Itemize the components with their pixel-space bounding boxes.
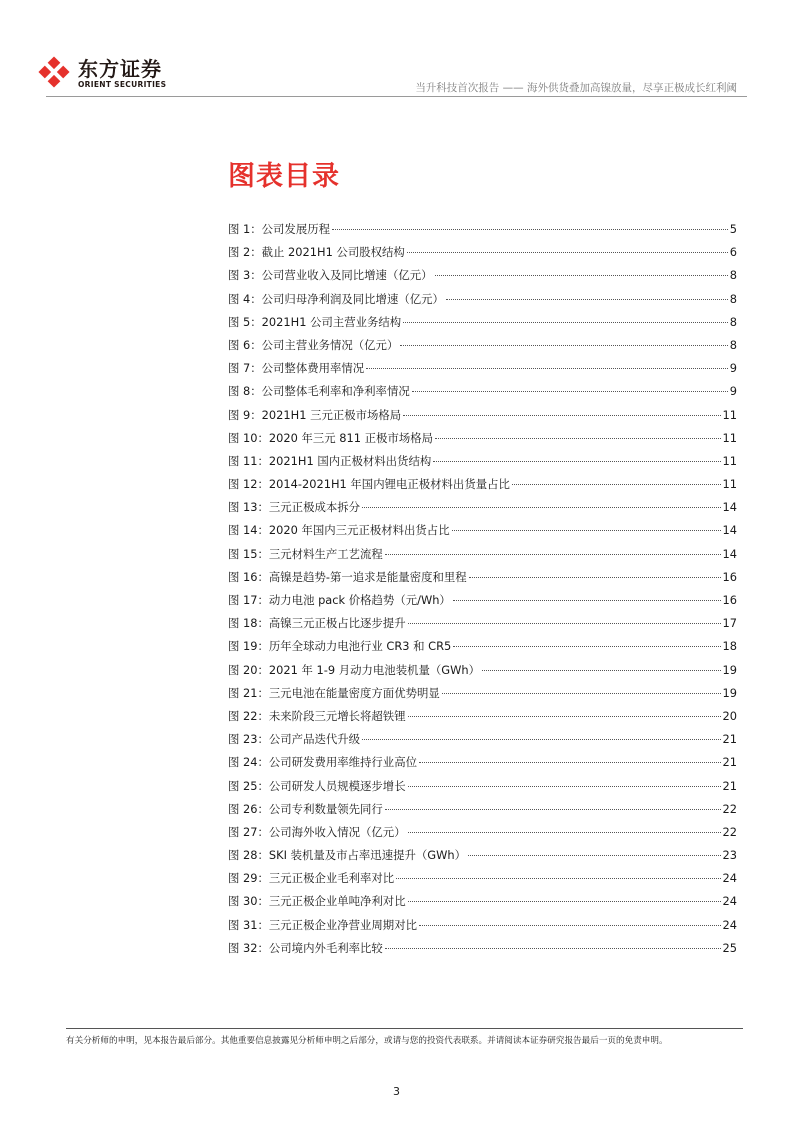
logo-chinese-name: 东方证券 — [78, 57, 162, 81]
toc-entry-page: 21 — [722, 778, 737, 793]
toc-entry-label: 图 9：2021H1 三元正极市场格局 — [228, 407, 402, 422]
toc-entry[interactable] — [228, 221, 737, 244]
toc-entry-page: 24 — [722, 871, 737, 886]
toc-entry[interactable] — [228, 778, 737, 801]
toc-dot-leader — [435, 275, 728, 276]
toc-dot-leader — [408, 901, 721, 902]
toc-entry[interactable] — [228, 522, 737, 545]
toc-entry-label: 图 32：公司境内外毛利率比较 — [228, 940, 383, 955]
toc-dot-leader — [482, 670, 721, 671]
toc-entry-page: 22 — [722, 801, 737, 816]
toc-entry-label: 图 20：2021 年 1-9 月动力电池装机量（GWh） — [228, 662, 480, 677]
toc-dot-leader — [408, 832, 721, 833]
toc-entry-label: 图 11：2021H1 国内正极材料出货结构 — [228, 453, 432, 468]
toc-dot-leader — [332, 229, 728, 230]
toc-entry[interactable] — [228, 685, 737, 708]
toc-entry-label: 图 3：公司营业收入及同比增速（亿元） — [228, 268, 433, 283]
toc-entry-page: 9 — [729, 384, 737, 399]
toc-entry[interactable] — [228, 430, 737, 453]
toc-entry-label: 图 24：公司研发费用率维持行业高位 — [228, 755, 417, 770]
toc-entry-page: 22 — [722, 824, 737, 839]
toc-dot-leader — [419, 925, 721, 926]
toc-dot-leader — [362, 507, 720, 508]
toc-dot-leader — [412, 391, 728, 392]
toc-dot-leader — [403, 415, 720, 416]
toc-entry[interactable] — [228, 546, 737, 569]
toc-entry[interactable] — [228, 847, 737, 870]
toc-dot-leader — [469, 577, 721, 578]
toc-entry-label: 图 22：未来阶段三元增长将超铁锂 — [228, 708, 406, 723]
toc-entry-page: 19 — [722, 662, 737, 677]
toc-entry-page: 17 — [722, 616, 737, 631]
toc-entry-page: 9 — [729, 361, 737, 376]
toc-entry[interactable] — [228, 569, 737, 592]
footer-disclaimer: 有关分析师的申明，见本报告最后部分。其他重要信息披露见分析师申明之后部分，或请与您的投资代表联系。并请阅读本证券研究报告最后一页的免责申明。 — [66, 1036, 668, 1046]
toc-entry[interactable] — [228, 917, 737, 940]
toc-entry[interactable] — [228, 360, 737, 383]
toc-entry[interactable] — [228, 824, 737, 847]
toc-dot-leader — [407, 252, 728, 253]
toc-dot-leader — [400, 345, 727, 346]
toc-entry[interactable] — [228, 662, 737, 685]
toc-entry-label: 图 5：2021H1 公司主营业务结构 — [228, 314, 402, 329]
toc-dot-leader — [366, 368, 728, 369]
toc-entry[interactable] — [228, 499, 737, 522]
toc-entry[interactable] — [228, 453, 737, 476]
page-title: 图表目录 — [228, 161, 340, 192]
toc-dot-leader — [362, 739, 720, 740]
logo-english-name: ORIENT SECURITIES — [78, 80, 167, 89]
toc-entry-page: 25 — [722, 940, 737, 955]
logo-mark-icon — [36, 54, 72, 90]
toc-entry[interactable] — [228, 383, 737, 406]
toc-entry-label: 图 2：截止 2021H1 公司股权结构 — [228, 245, 405, 260]
toc-entry[interactable] — [228, 754, 737, 777]
toc-entry-page: 14 — [722, 546, 737, 561]
toc-entry-label: 图 25：公司研发人员规模逐步增长 — [228, 778, 406, 793]
toc-entry-label: 图 30：三元正极企业单吨净利对比 — [228, 894, 406, 909]
toc-entry-page: 18 — [722, 639, 737, 654]
toc-entry-label: 图 17：动力电池 pack 价格趋势（元/Wh） — [228, 593, 451, 607]
toc-entry-page: 5 — [729, 222, 737, 236]
toc-entry-page: 8 — [729, 291, 737, 306]
toc-entry-page: 11 — [722, 477, 737, 492]
toc-entry-label: 图 10：2020 年三元 811 正极市场格局 — [228, 430, 434, 445]
toc-entry[interactable] — [228, 337, 737, 360]
toc-entry-page: 23 — [722, 848, 737, 863]
toc-entry-label: 图 4：公司归母净利润及同比增速（亿元） — [228, 291, 444, 306]
toc-dot-leader — [408, 716, 721, 717]
toc-entry-label: 图 31：三元正极企业净营业周期对比 — [228, 917, 417, 932]
toc-entry-page: 8 — [729, 337, 737, 352]
toc-entry-label: 图 28：SKI 装机量及市占率迅速提升（GWh） — [228, 848, 466, 863]
toc-dot-leader — [385, 948, 721, 949]
toc-entry-label: 图 15：三元材料生产工艺流程 — [228, 546, 383, 561]
toc-dot-leader — [453, 600, 721, 601]
toc-entry-page: 24 — [722, 917, 737, 932]
toc-entry-page: 8 — [729, 268, 737, 283]
toc-entry-label: 图 16：高镍是趋势-第一追求是能量密度和里程 — [228, 569, 467, 584]
toc-dot-leader — [468, 855, 721, 856]
toc-entry-page: 11 — [722, 430, 737, 445]
header-divider — [46, 96, 747, 97]
toc-entry[interactable] — [228, 870, 737, 893]
toc-entry-label: 图 29：三元正极企业毛利率对比 — [228, 871, 395, 886]
toc-dot-leader — [403, 322, 728, 323]
toc-dot-leader — [442, 693, 721, 694]
page-number: 3 — [393, 1085, 400, 1098]
toc-entry[interactable] — [228, 314, 737, 337]
toc-entry[interactable] — [228, 801, 737, 824]
toc-dot-leader — [433, 461, 720, 462]
table-of-figures — [228, 221, 737, 963]
toc-entry-page: 24 — [722, 894, 737, 909]
toc-entry[interactable] — [228, 476, 737, 499]
toc-entry-page: 21 — [722, 755, 737, 770]
toc-dot-leader — [512, 484, 721, 485]
toc-entry-label: 图 7：公司整体费用率情况 — [228, 361, 365, 376]
toc-entry-label: 图 12：2014-2021H1 年国内锂电正极材料出货量占比 — [228, 477, 510, 492]
toc-entry[interactable] — [228, 615, 737, 638]
toc-entry-page: 20 — [722, 708, 737, 723]
report-title: 当升科技首次报告 —— 海外供货叠加高镍放量，尽享正极成长红利阈 — [415, 82, 737, 94]
toc-entry-page: 16 — [722, 569, 737, 584]
toc-entry-page: 6 — [729, 245, 737, 260]
toc-dot-leader — [435, 438, 720, 439]
toc-entry-label: 图 27：公司海外收入情况（亿元） — [228, 824, 406, 839]
toc-dot-leader — [453, 646, 720, 647]
toc-entry-label: 图 19：历年全球动力电池行业 CR3 和 CR5 — [228, 639, 452, 654]
toc-entry[interactable] — [228, 940, 737, 963]
toc-dot-leader — [396, 878, 720, 879]
toc-entry-label: 图 14：2020 年国内三元正极材料出货占比 — [228, 523, 450, 538]
toc-entry-page: 8 — [729, 314, 737, 329]
toc-entry-page: 19 — [722, 685, 737, 700]
toc-entry[interactable] — [228, 638, 737, 661]
toc-dot-leader — [385, 809, 721, 810]
toc-entry[interactable] — [228, 731, 737, 754]
toc-dot-leader — [419, 762, 721, 763]
toc-entry[interactable] — [228, 267, 737, 290]
toc-dot-leader — [408, 623, 721, 624]
toc-entry-label: 图 6：公司主营业务情况（亿元） — [228, 337, 399, 352]
toc-entry-page: 14 — [722, 500, 737, 515]
footer-divider — [66, 1028, 743, 1029]
toc-entry-label: 图 21：三元电池在能量密度方面优势明显 — [228, 685, 440, 700]
toc-dot-leader — [385, 554, 721, 555]
toc-entry-label: 图 8：公司整体毛利率和净利率情况 — [228, 384, 410, 399]
toc-dot-leader — [452, 530, 721, 531]
toc-entry-label: 图 23：公司产品迭代升级 — [228, 732, 361, 747]
toc-entry[interactable] — [228, 291, 737, 314]
toc-dot-leader — [408, 786, 721, 787]
toc-entry[interactable] — [228, 244, 737, 267]
toc-entry-page: 11 — [722, 453, 737, 468]
toc-entry[interactable] — [228, 592, 737, 615]
toc-entry[interactable] — [228, 708, 737, 731]
logo — [36, 52, 206, 92]
toc-entry-page: 16 — [722, 593, 737, 607]
toc-entry-label: 图 13：三元正极成本拆分 — [228, 500, 361, 515]
toc-entry-label: 图 26：公司专利数量领先同行 — [228, 801, 383, 816]
toc-entry-page: 14 — [722, 523, 737, 538]
toc-entry[interactable] — [228, 407, 737, 430]
toc-dot-leader — [446, 299, 728, 300]
toc-entry-page: 21 — [722, 732, 737, 747]
toc-entry-label: 图 18：高镍三元正极占比逐步提升 — [228, 616, 406, 631]
toc-entry[interactable] — [228, 893, 737, 916]
toc-entry-label: 图 1：公司发展历程 — [228, 222, 330, 236]
toc-entry-page: 11 — [722, 407, 737, 422]
